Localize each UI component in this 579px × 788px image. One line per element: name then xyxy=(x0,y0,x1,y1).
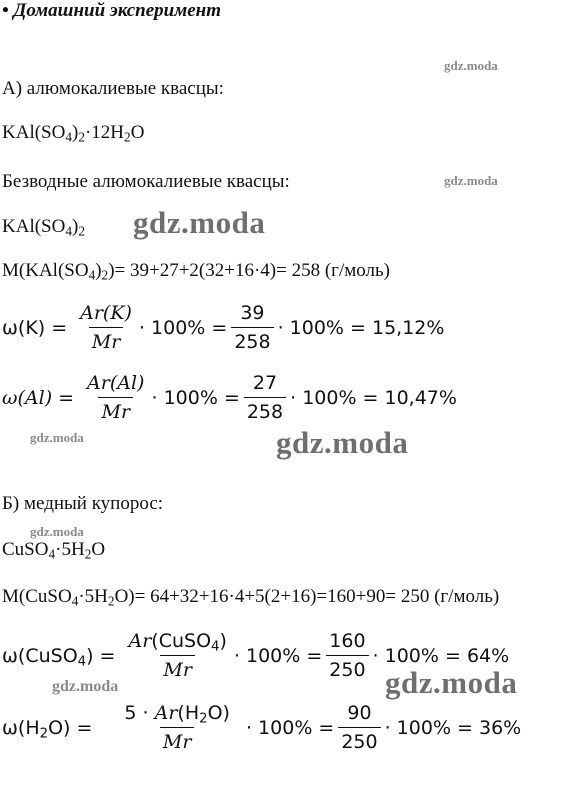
watermark-small: gdz.moda xyxy=(30,430,84,445)
watermark-small: gdz.moda xyxy=(444,58,498,73)
watermark-large: gdz.moda xyxy=(385,665,518,700)
mass-fraction-cuso4-equation: ω(CuSO$_4$) = $\frac{Ar(CuSO_4)}{Mr}$ · 100% = $\frac{160}{250}$ · 100% = 64% xyxy=(2,630,510,681)
watermark-small: gdz.moda xyxy=(30,524,84,539)
watermark-large: gdz.moda xyxy=(276,425,409,460)
section-a-title: А) алюмокалиевые квасцы: xyxy=(2,78,224,99)
watermark-small: gdz.moda xyxy=(444,173,498,188)
watermark-small: gdz.moda xyxy=(52,678,119,695)
watermark-large: gdz.moda xyxy=(133,205,266,240)
copper-sulfate-formula: $CuSO_4\cdot 5H_2O$ xyxy=(2,539,106,562)
molar-mass-copper-sulfate: $M(CuSO_4\cdot 5H_2O)= 64+32+16\cdot 4+5(2+16)=160+90= 250$ (г/моль) xyxy=(2,586,500,609)
mass-fraction-al-equation: ω(Al) = $\frac{Ar(Al)}{Mr}$ · 100% = $\frac{27}{258}$ · 100% = 10,47% xyxy=(2,372,457,423)
alum-formula: $KAl(SO_4)_2\cdot 12H_2O$ xyxy=(2,122,145,145)
mass-fraction-k-equation: ω(K) = $\frac{Ar(K)}{Mr}$ · 100% = $\frac{39}{258}$ · 100% = 15,12% xyxy=(2,302,445,353)
section-b-title: Б) медный купорос: xyxy=(2,493,164,514)
heading: • Домашний эксперимент xyxy=(2,0,222,21)
anhydrous-label: Безводные алюмокалиевые квасцы: xyxy=(2,171,290,192)
molar-mass-alum: $M(KAl(SO_4)_2)= 39+27+2(32+16\cdot 4)= 258$ (г/моль) xyxy=(2,260,390,283)
anhydrous-formula: $KAl(SO_4)_2$ xyxy=(2,216,85,239)
mass-fraction-h2o-equation: $\omega(H_2O)$ = $\frac{5 \cdot Ar(H_2O)}{Mr}$ · 100% = $\frac{90}{250}$ · 100% = 36% xyxy=(2,702,522,753)
